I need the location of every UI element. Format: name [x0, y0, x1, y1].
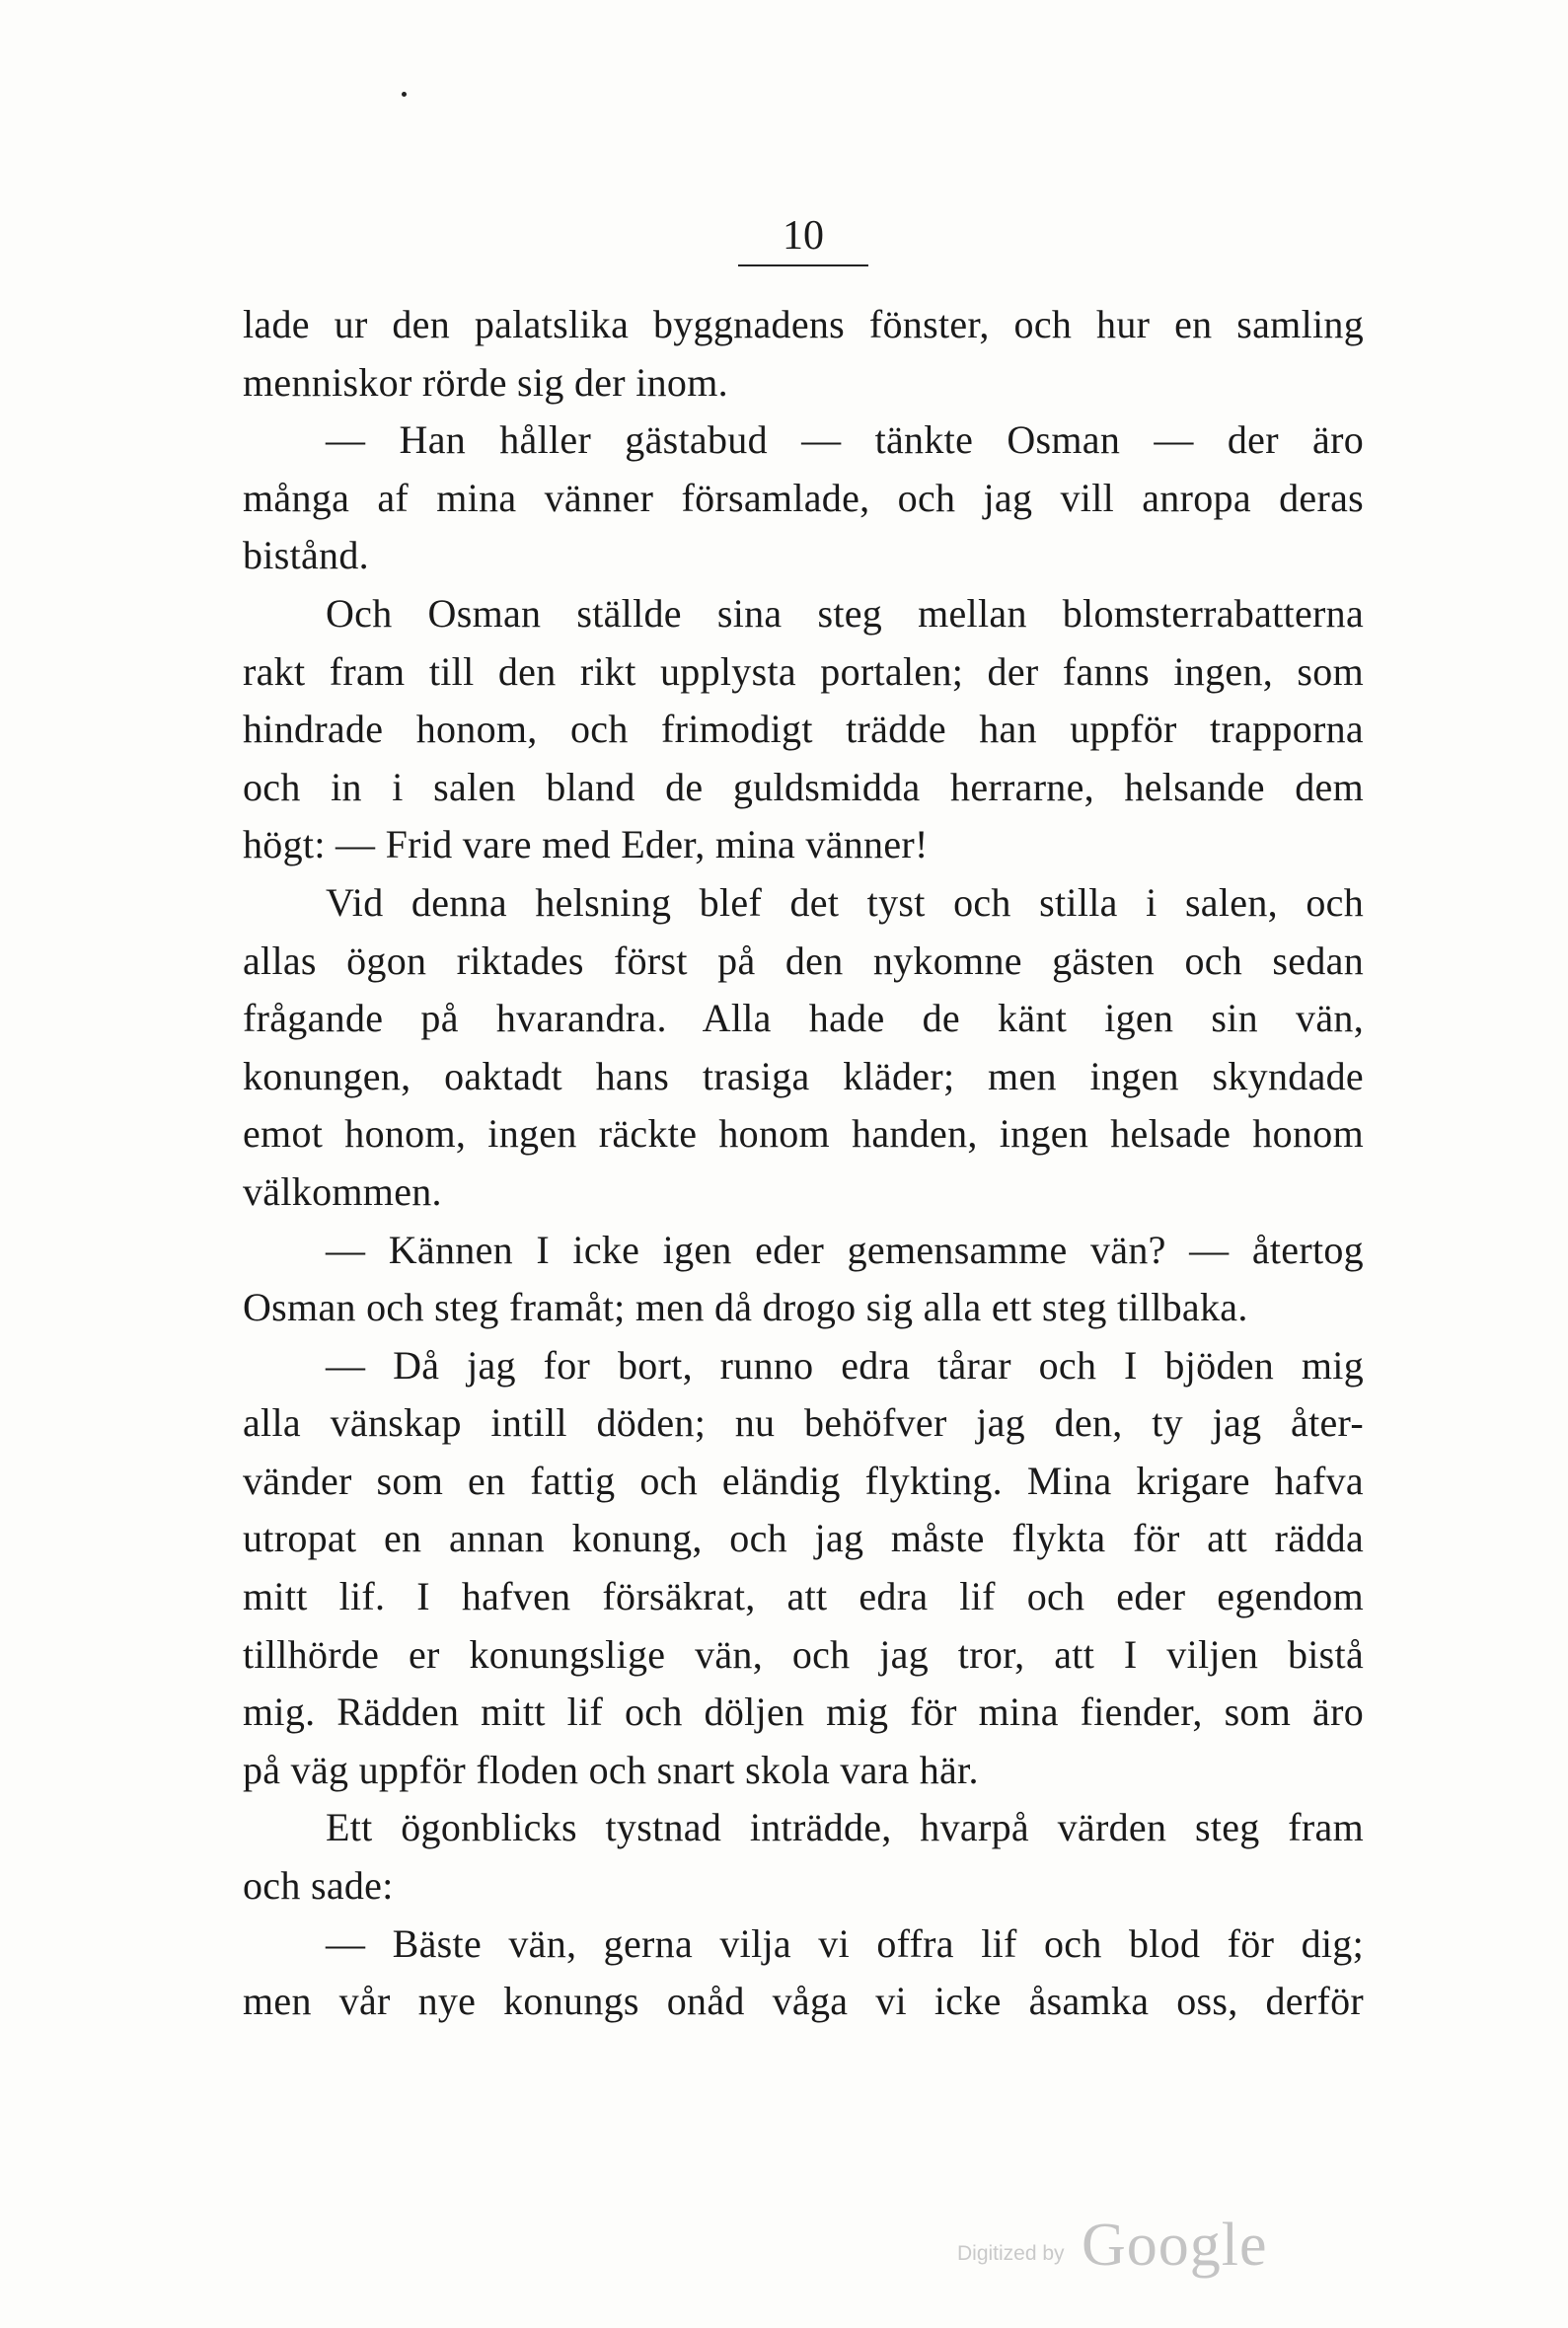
text-line: bistånd. [243, 533, 369, 578]
text-line: och in i salen bland de guldsmidda herrarne, helsande dem [243, 764, 1364, 809]
text-line: — Han håller gästabud — tänkte Osman — der äro [326, 417, 1364, 463]
ink-speck [402, 92, 407, 97]
text-line: tillhörde er konungslige vän, och jag tror, att I viljen bistå [243, 1631, 1364, 1677]
text-line: emot honom, ingen räckte honom handen, ingen helsade honom [243, 1111, 1364, 1157]
text-line: menniskor rörde sig der inom. [243, 359, 728, 405]
text-line: — Då jag for bort, runno edra tårar och I bjöden mig [326, 1342, 1364, 1388]
digitized-by-google-watermark [957, 2211, 1283, 2290]
text-line: många af mina vänner församlade, och jag vill anropa deras [243, 475, 1364, 520]
text-line: hindrade honom, och frimodigt trädde han uppför trapporna [243, 707, 1364, 752]
page-number: 10 [783, 213, 824, 259]
text-line: vänder som en fattig och eländig flykting. Mina krigare hafva [243, 1458, 1364, 1503]
text-line: rakt fram till den rikt upplysta portalen; der fanns ingen, som [243, 648, 1364, 694]
google-logo: Google [1082, 2212, 1268, 2279]
text-line: men vår nye konungs onåd våga vi icke åsamka oss, derför [243, 1979, 1364, 2024]
text-line: Och Osman ställde sina steg mellan blomsterrabatterna [326, 590, 1364, 636]
body-text [243, 296, 1364, 2031]
text-line: — Kännen I icke igen eder gemensamme vän? — återtog [326, 1227, 1364, 1272]
watermark-prefix: Digitized by [957, 2242, 1065, 2265]
text-line: konungen, oaktadt hans trasiga kläder; men ingen skyndade [243, 1053, 1364, 1098]
text-line: frågande på hvarandra. Alla hade de känt igen sin vän, [243, 996, 1364, 1041]
text-line: och sade: [243, 1863, 394, 1909]
text-line: alla vänskap intill döden; nu behöfver jag den, ty jag åter- [243, 1400, 1364, 1446]
text-line: Ett ögonblicks tystnad inträdde, hvarpå värden steg fram [326, 1805, 1364, 1850]
text-line: välkommen. [243, 1168, 442, 1214]
text-line: mitt lif. I hafven försäkrat, att edra lif och eder egendom [243, 1574, 1364, 1619]
text-line: utropat en annan konung, och jag måste flykta för att rädda [243, 1516, 1364, 1561]
text-line: mig. Rädden mitt lif och döljen mig för mina fiender, som äro [243, 1690, 1364, 1735]
text-line: högt: — Frid vare med Eder, mina vänner! [243, 822, 929, 867]
text-line: allas ögon riktades först på den nykomne gästen och sedan [243, 938, 1364, 983]
text-line: lade ur den palatslika byggnadens fönster, och hur en samling [243, 302, 1364, 346]
page-number-rule [738, 264, 868, 266]
text-line: Osman och steg framåt; men då drogo sig alla ett steg tillbaka. [243, 1285, 1248, 1330]
text-line: på väg uppför floden och snart skola vara här. [243, 1747, 979, 1792]
text-line: Vid denna helsning blef det tyst och stilla i salen, och [326, 879, 1364, 925]
text-line: — Bäste vän, gerna vilja vi offra lif och blod för dig; [326, 1920, 1364, 1966]
